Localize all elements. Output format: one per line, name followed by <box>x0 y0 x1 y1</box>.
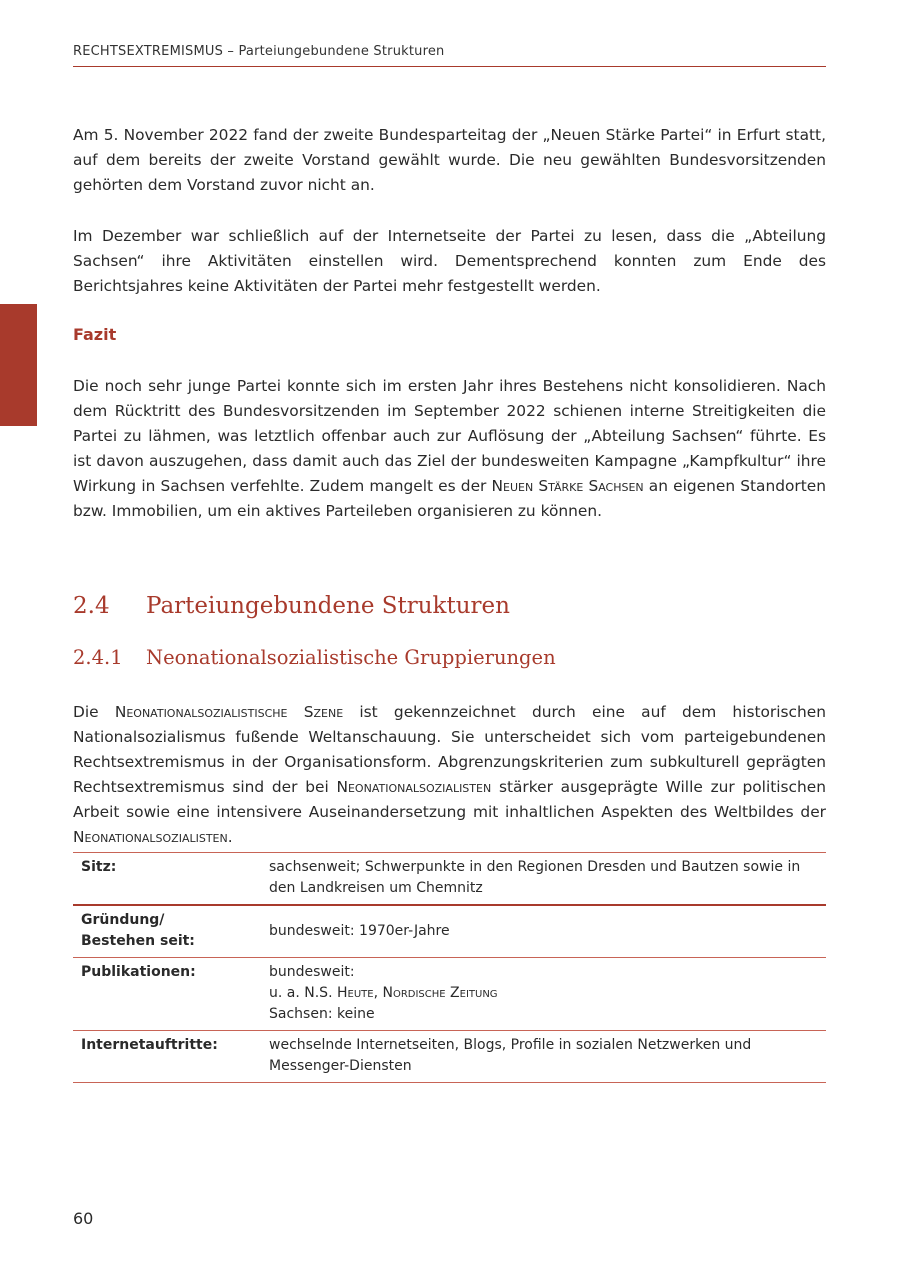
internet-value: wechselnde Internetseiten, Blogs, Profile in sozialen Netzwerken und Messenger-Diensten <box>261 1031 826 1083</box>
intro-text-part2: ist gekennzeichnet durch eine auf dem historischen Nationalsozialismus fußende Weltanschauung. Sie unterscheidet sich vom parteigebundenen Rechtsextremismus in der Organisationsform. Abgrenzungskriterien zum subkulturell geprägten Rechtsextremismus sind der bei <box>73 703 826 796</box>
publikationen-line1: bundesweit: <box>269 964 355 980</box>
table-row-publikationen <box>73 958 826 1031</box>
section-heading <box>73 593 510 619</box>
header-separator: – <box>227 44 235 59</box>
section-title: Parteiungebundene Strukturen <box>146 593 510 619</box>
paragraph-bundesparteitag: Am 5. November 2022 fand der zweite Bundesparteitag der „Neuen Stärke Partei“ in Erfurt statt, auf dem bereits der zweite Vorstand gewählt wurde. Die neu gewählten Bundesvorsitzenden gehörten dem Vorstand zuvor nicht an. <box>73 126 826 194</box>
term-neonazis-1: Neonationalsozialisten <box>336 778 492 796</box>
publication-heute: Heute <box>336 985 374 1001</box>
gruendung-value: bundesweit: 1970er-Jahre <box>261 905 826 958</box>
party-name-smallcaps: Neuen Stärke Sachsen <box>491 477 644 495</box>
term-neonazis-2: Neonationalsozialisten <box>73 828 228 846</box>
table-row-internet <box>73 1031 826 1083</box>
header-subtitle: Parteiungebundene Strukturen <box>238 44 445 59</box>
page-number: 60 <box>73 1209 94 1228</box>
sitz-value: sachsenweit; Schwerpunkte in den Regionen Dresden und Bautzen sowie in den Landkreisen um Chemnitz <box>261 853 826 906</box>
gruendung-label-line2: Bestehen seit: <box>81 933 195 949</box>
publikationen-value <box>261 958 826 1031</box>
publikationen-line2 <box>269 983 818 1004</box>
table-row-sitz <box>73 853 826 906</box>
publication-nordische-zeitung: Nordische Zeitung <box>382 985 498 1001</box>
internet-label: Internetauftritte: <box>73 1031 261 1083</box>
intro-text-part1: Die <box>73 703 115 721</box>
publikationen-prefix: u. a. N.S. <box>269 985 337 1001</box>
subsection-heading <box>73 646 556 669</box>
section-number: 2.4 <box>73 593 110 619</box>
paragraph-intro-neonazi <box>73 700 826 850</box>
publikationen-line3: Sachsen: keine <box>269 1006 375 1022</box>
subsection-number: 2.4.1 <box>73 646 123 669</box>
fazit-text-part1: Die noch sehr junge Partei konnte sich im ersten Jahr ihres Bestehens nicht konsolidieren. Nach dem Rücktritt des Bundesvorsitzenden im September 2022 schienen interne Streitigkeiten die Partei zu lähmen, was letztlich offenbar auch zur Auflösung der „Abteilung Sachsen“ führte. Es ist davon auszugehen, dass damit auch das Ziel der bundesweiten Kampagne „Kampfkultur“ ihre Wirkung in Sachsen verfehlte. Zudem mangelt es der <box>73 377 826 495</box>
intro-text-part4: . <box>227 828 233 846</box>
fazit-text-part2: an eigenen Standorten bzw. Immobilien, um ein aktives Parteileben organisieren zu können. <box>73 477 826 520</box>
paragraph-abteilung-sachsen: Im Dezember war schließlich auf der Internetseite der Partei zu lesen, dass die „Abteilung Sachsen“ ihre Aktivitäten einstellen wird. Dementsprechend konnten zum Ende des Berichtsjahres keine Aktivitäten der Partei mehr festgestellt werden. <box>73 227 826 295</box>
running-header <box>73 44 825 59</box>
header-section-label: RECHTSEXTREMISMUS <box>73 44 224 59</box>
gruendung-label-line1: Gründung/ <box>81 912 165 928</box>
chapter-marker-tab <box>0 304 37 426</box>
gruendung-label <box>73 905 261 958</box>
header-rule <box>73 66 826 67</box>
publikationen-label: Publikationen: <box>73 958 261 1031</box>
intro-text-part3: stärker ausgeprägte Wille zur politischen Arbeit sowie eine intensivere Auseinandersetzung mit inhaltlichen Aspekten des Weltbildes der <box>73 778 826 821</box>
fazit-heading: Fazit <box>73 325 117 344</box>
sitz-label: Sitz: <box>73 853 261 906</box>
table-row-gruendung <box>73 905 826 958</box>
publikationen-separator: , <box>373 985 383 1001</box>
paragraph-fazit <box>73 374 826 524</box>
facts-table <box>73 852 826 1083</box>
term-neonazi-scene: Neonationalsozialistische Szene <box>114 703 344 721</box>
subsection-title: Neonationalsozialistische Gruppierungen <box>146 646 556 669</box>
